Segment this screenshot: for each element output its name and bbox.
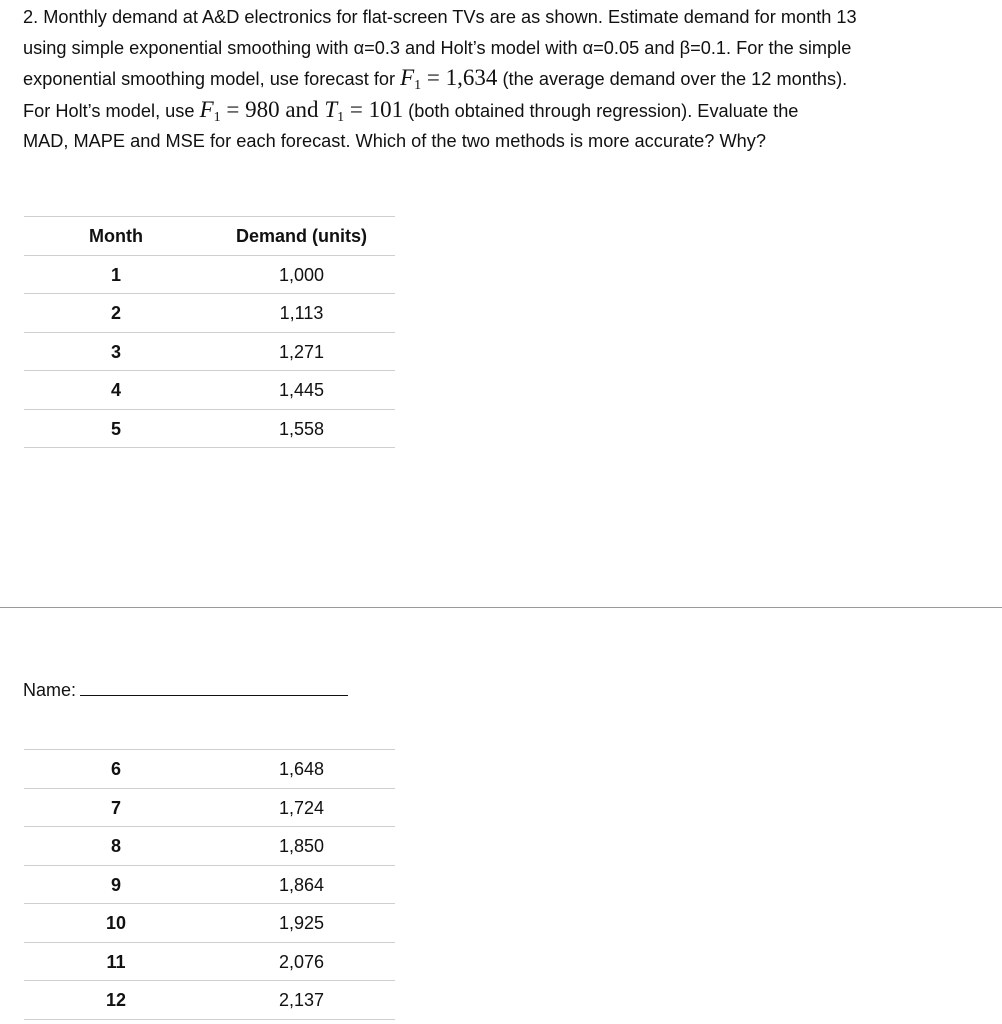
month-cell: 12 [105,990,127,1010]
demand-column-header: Demand (units) [235,226,367,246]
table-row [24,749,395,788]
name-field-row [23,677,348,701]
table-row [24,942,395,981]
table-row [24,293,395,332]
name-blank-line [80,677,348,696]
question-line-5: MAD, MAPE and MSE for each forecast. Which of the two methods is more accurate? Why? [23,131,766,151]
table-row [24,903,395,942]
table-row [24,980,395,1020]
demand-cell: 1,724 [278,797,325,818]
demand-cell: 1,864 [278,874,325,895]
math-subscript: 1 [213,109,221,125]
demand-cell: 1,445 [278,380,325,400]
month-cell: 1 [110,264,121,285]
math-subscript: 1 [337,109,345,125]
math-f1-holt [199,96,404,125]
question-line-3 [23,63,988,95]
month-cell: 10 [105,913,127,933]
demand-cell: 1,113 [279,303,324,323]
table-row [24,865,395,904]
demand-table-bottom [24,749,395,1020]
demand-cell: 2,076 [278,951,325,972]
table-row [24,255,395,294]
name-label: Name: [23,680,77,700]
month-cell: 4 [110,380,121,400]
table-row [24,332,395,371]
month-cell: 6 [110,759,121,779]
page-divider [0,607,1002,608]
demand-cell: 1,925 [278,913,325,933]
question-line-4-start: For Holt’s model, use [23,100,200,121]
math-value: = 980 and [220,96,325,122]
month-cell: 11 [106,951,126,972]
question-line-1: 2. Monthly demand at A&D electronics for flat-screen TVs are as shown. Estimate demand for month 13 [23,7,857,27]
math-var: F [199,96,214,122]
question-line-3-start: exponential smoothing model, use forecast for [23,69,401,89]
table-header-row [24,216,395,255]
math-value: = 1,634 [421,65,498,90]
demand-cell: 1,648 [278,759,325,779]
table-row [24,370,395,409]
demand-cell: 1,558 [278,418,325,439]
demand-cell: 1,000 [278,264,325,285]
demand-table-top [24,216,395,448]
question-line-2: using simple exponential smoothing with α=0.3 and Holt’s model with α=0.05 and β=0.1. For the simple [23,37,852,58]
math-var: T [324,96,338,122]
question-text [23,2,988,157]
table-row [24,788,395,827]
question-line-4-end: (both obtained through regression). Evaluate the [403,100,799,121]
month-cell: 8 [110,836,121,856]
demand-cell: 1,850 [278,836,325,856]
demand-cell: 2,137 [278,990,325,1010]
month-cell: 2 [110,303,121,323]
table-row [24,409,395,449]
question-line-4 [23,95,988,127]
question-line-3-end: (the average demand over the 12 months). [497,69,848,89]
table-row [24,826,395,865]
math-var: F [400,65,415,90]
math-value: = 101 [344,96,404,122]
month-cell: 3 [110,341,121,362]
month-column-header: Month [89,226,143,246]
math-f1-ses [400,65,498,93]
month-cell: 5 [110,418,121,439]
math-subscript: 1 [414,78,422,93]
demand-cell: 1,271 [278,341,325,362]
month-cell: 7 [110,797,121,818]
month-cell: 9 [110,874,121,895]
